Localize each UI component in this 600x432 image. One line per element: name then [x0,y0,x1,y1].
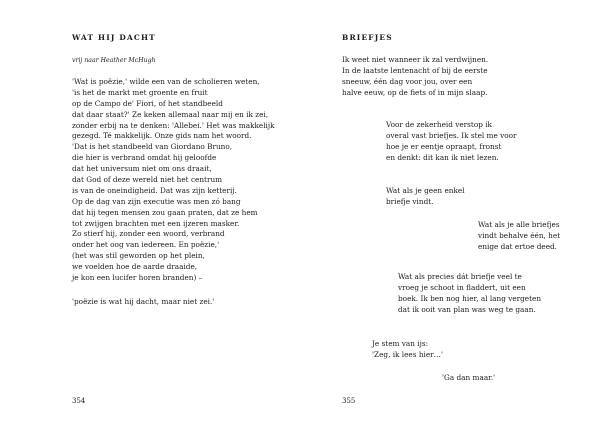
verse-line: dat ik ooit van plan was weg te gaan. [398,304,536,314]
poem-title: WAT HIJ DACHT [72,33,156,42]
stanza [386,186,465,208]
verse-line: overal vast briefjes. Ik stel me voor [386,130,517,140]
verse-line: (het was stil geworden op het plein, [72,251,205,261]
verse-line: die hier is verbrand omdat hij geloofde [72,153,217,163]
verse-line: enige dat ertoe deed. [478,241,558,251]
verse-line: tot zwijgen brachten met een ijzeren masker. [72,218,240,228]
verse-line: halve eeuw, op de fiets of in mijn slaap. [342,87,488,97]
verse-line: 'Zeg, ik lees hier…' [372,349,443,359]
stanza [72,77,275,284]
verse-line: Wat als je alle briefjes [478,220,560,229]
verse-line: op de Campo de' Fiori, of het standbeeld [72,98,223,108]
verse-line: boek. Ik ben nog hier, al lang vergeten [398,293,542,303]
stanza [442,373,495,384]
verse-line: Ik weet niet wanneer ik zal verdwijnen. [342,55,489,64]
verse-line: Wat als je geen enkel [386,186,465,195]
poem-dedication: vrij naar Heather McHugh [72,57,156,64]
stanza [72,297,214,308]
verse-line: je kon een lucifer horen branden) – [72,273,203,283]
verse-line: Je stem van ijs: [372,339,429,348]
stanza [342,55,488,99]
verse-line: zonder erbij na te denken: 'Allebei.' Het was makkelijk [72,120,275,130]
stanza [478,220,560,253]
verse-line: briefje vindt. [386,196,434,206]
poem-title: BRIEFJES [342,33,393,42]
verse-line: 'is het de markt met groente en fruit [72,87,208,97]
verse-line: Wat als precies dát briefje veel te [398,272,522,281]
verse-line: 'Ga dan maar.' [442,373,496,382]
verse-line: Voor de zekerheid verstop ik [386,120,492,129]
verse-line: 'Wat is poëzie,' wilde een van de scholieren weten, [72,77,260,86]
page-number: 354 [72,397,86,405]
verse-line: dat hij tegen mensen zou gaan praten, dat ze hem [72,207,258,217]
verse-line: Zo stierf hij, zonder een woord, verbrand [72,229,225,239]
verse-line: is van de oneindigheid. Dat was zijn ketterij. [72,185,237,195]
verse-line: dat daar staat?' Ze keken allemaal naar mij en ik zei, [72,109,269,119]
verse-line: dat het universum niet om ons draait, [72,164,212,174]
verse-line: 'poëzie is wat hij dacht, maar niet zei.' [72,297,215,306]
verse-line: In de laatste lentenacht of bij de eerste [342,65,488,75]
verse-line: vindt behalve één, het [478,230,561,240]
verse-line: hoe je er eentje opraapt, fronst [386,141,502,151]
verse-line: sneeuw, één dag voor jou, over een [342,76,473,86]
verse-line: onder het oog van iedereen. En poëzie,' [72,240,220,250]
verse-line: we voelden hoe de aarde draaide, [72,262,198,272]
stanza [398,272,541,316]
right-page [300,0,600,432]
verse-line: gezegd. Té makkelijk. Onze gids nam het woord. [72,131,252,141]
verse-line: vroeg je schoot in fladdert, uit een [398,282,526,292]
page-number: 355 [342,397,356,405]
stanza [386,120,517,164]
verse-line: 'Dat is het standbeeld van Giordano Bruno, [72,142,233,152]
verse-line: dat God of deze wereld niet het centrum [72,175,223,185]
stanza [372,339,443,361]
verse-line: Op de dag van zijn executie was men zó bang [72,196,241,206]
verse-line: en denkt: dit kan ik niet lezen. [386,152,499,162]
